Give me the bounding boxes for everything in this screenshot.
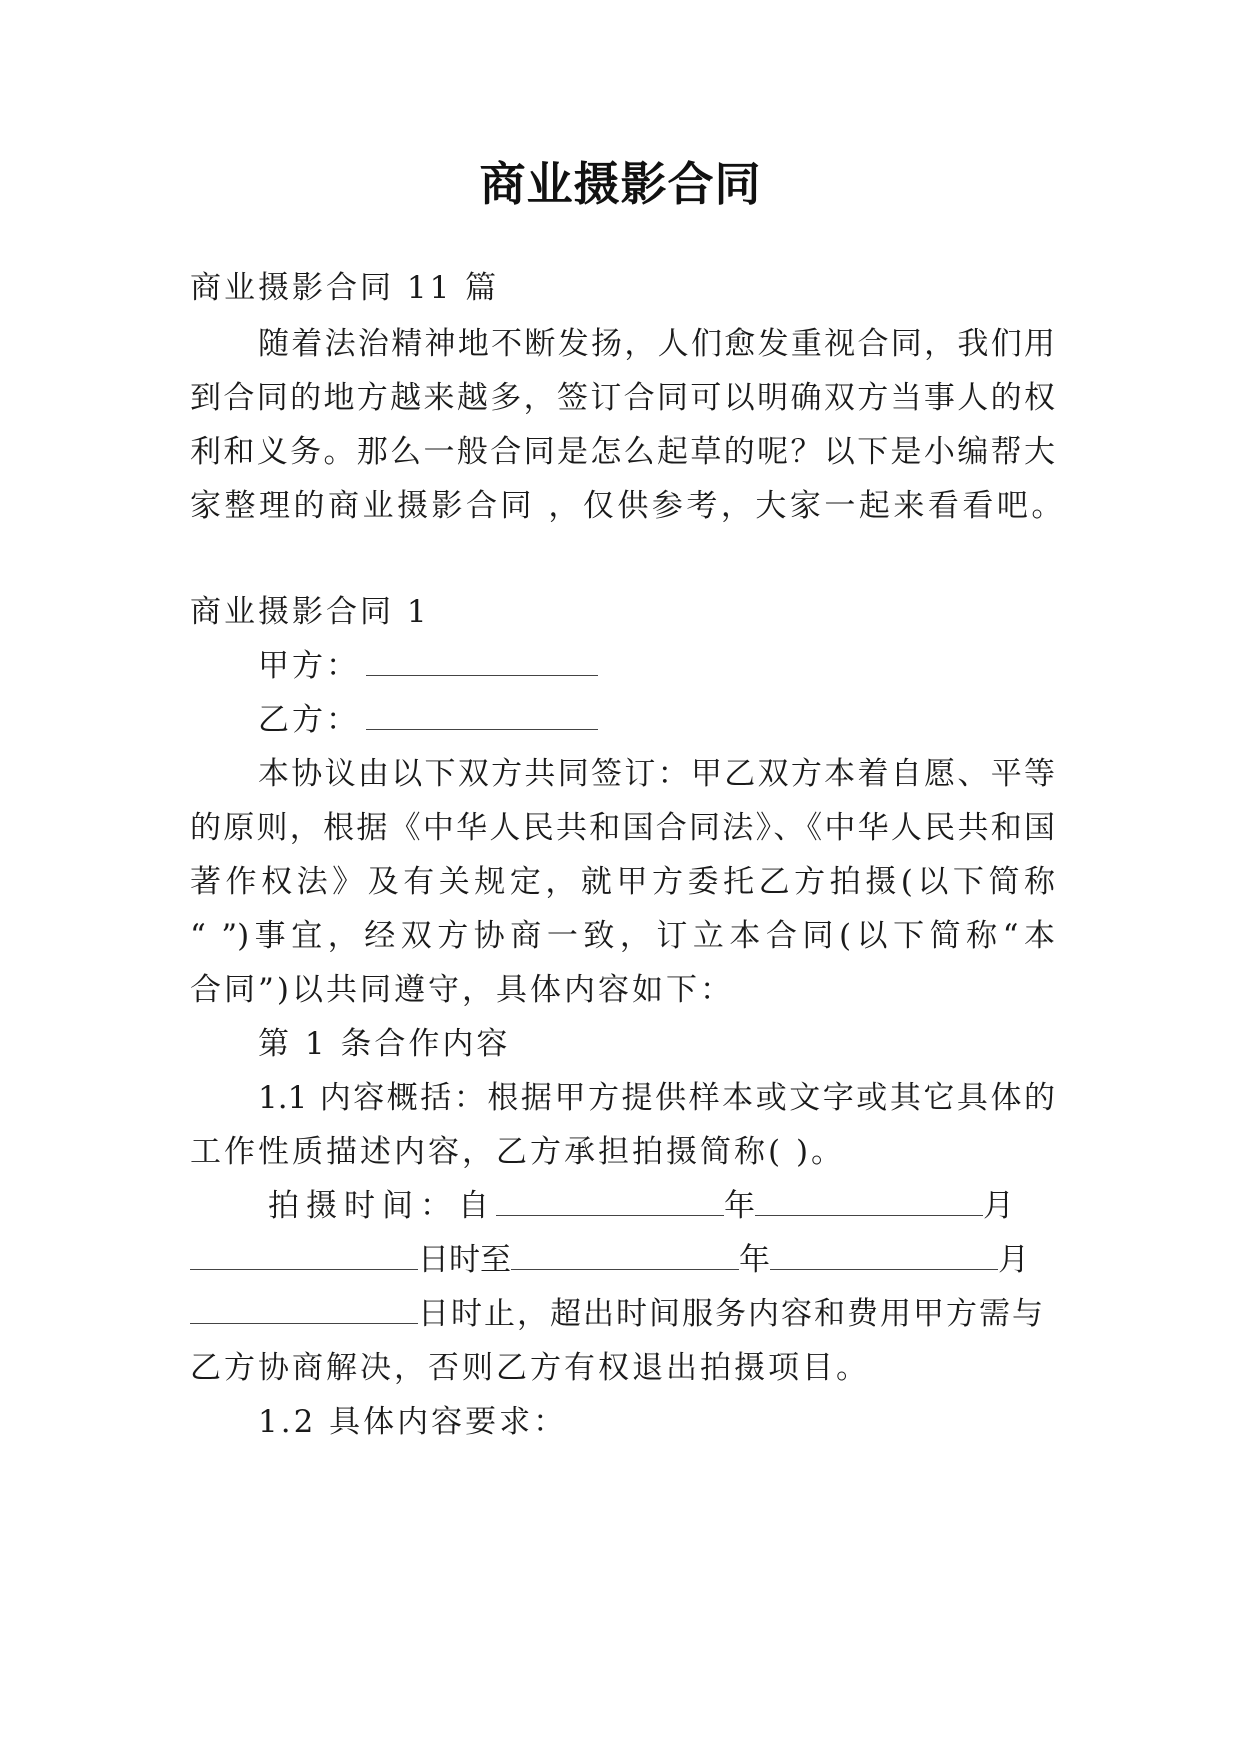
- agreement-line-4: “ ”)事宜，经双方协商一致，订立本合同(以下简称“本: [190, 918, 1055, 954]
- clause-1-2: 1.2 具体内容要求：: [258, 1404, 568, 1440]
- end-month-blank: [770, 1243, 998, 1270]
- article-1-title: 第 1 条合作内容: [258, 1026, 511, 1062]
- start-day-blank: [190, 1243, 418, 1270]
- day-until-text: 日时止，超出时间服务内容和费用甲方需与: [418, 1296, 1045, 1332]
- start-year-label: 年: [724, 1188, 755, 1224]
- contract-1-heading: 商业摄影合同 1: [190, 594, 430, 630]
- party-b-blank: [366, 703, 598, 730]
- agreement-line-3: 著作权法》及有关规定，就甲方委托乙方拍摄(以下简称: [190, 864, 1055, 900]
- day-from-label: 日时至: [418, 1242, 511, 1278]
- agreement-line-1: 本协议由以下双方共同签订：甲乙双方本着自愿、平等: [258, 756, 1055, 792]
- end-year-label: 年: [739, 1242, 770, 1278]
- party-b-label: 乙方：: [258, 702, 360, 738]
- end-month-label: 月: [998, 1242, 1029, 1278]
- shoot-time-row-2: [190, 1240, 1055, 1280]
- start-month-label: 月: [983, 1188, 1014, 1224]
- intro-line-3: 利和义务。那么一般合同是怎么起草的呢？以下是小编帮大: [190, 434, 1055, 470]
- clause-1-1-tail: 乙方协商解决，否则乙方有权退出拍摄项目。: [190, 1350, 870, 1386]
- clause-1-1-line-2: 工作性质描述内容，乙方承担拍摄简称( )。: [190, 1134, 846, 1170]
- document-title: 商业摄影合同: [479, 157, 762, 211]
- collection-heading: 商业摄影合同 11 篇: [190, 270, 500, 306]
- intro-line-2: 到合同的地方越来越多，签订合同可以明确双方当事人的权: [190, 380, 1055, 416]
- agreement-line-5: 合同”)以共同遵守，具体内容如下：: [190, 972, 734, 1008]
- shoot-time-row-3: [190, 1294, 1055, 1334]
- agreement-line-2: 的原则，根据《中华人民共和国合同法》、《中华人民共和国: [190, 810, 1055, 846]
- end-day-blank: [190, 1297, 418, 1324]
- shoot-time-label: 拍摄时间：自: [268, 1188, 496, 1224]
- party-a-row: [258, 646, 1055, 686]
- party-a-blank: [366, 649, 598, 676]
- party-b-row: [258, 700, 1055, 740]
- intro-line-1: 随着法治精神地不断发扬，人们愈发重视合同，我们用: [258, 326, 1055, 362]
- start-month-blank: [755, 1189, 983, 1216]
- start-year-blank: [496, 1189, 724, 1216]
- intro-line-4: 家整理的商业摄影合同 ，仅供参考，大家一起来看看吧。: [190, 488, 1066, 524]
- shoot-time-row-1: [268, 1186, 1055, 1226]
- clause-1-1-line-1: 1.1 内容概括：根据甲方提供样本或文字或其它具体的: [258, 1080, 1055, 1116]
- end-year-blank: [511, 1243, 739, 1270]
- party-a-label: 甲方：: [258, 648, 360, 684]
